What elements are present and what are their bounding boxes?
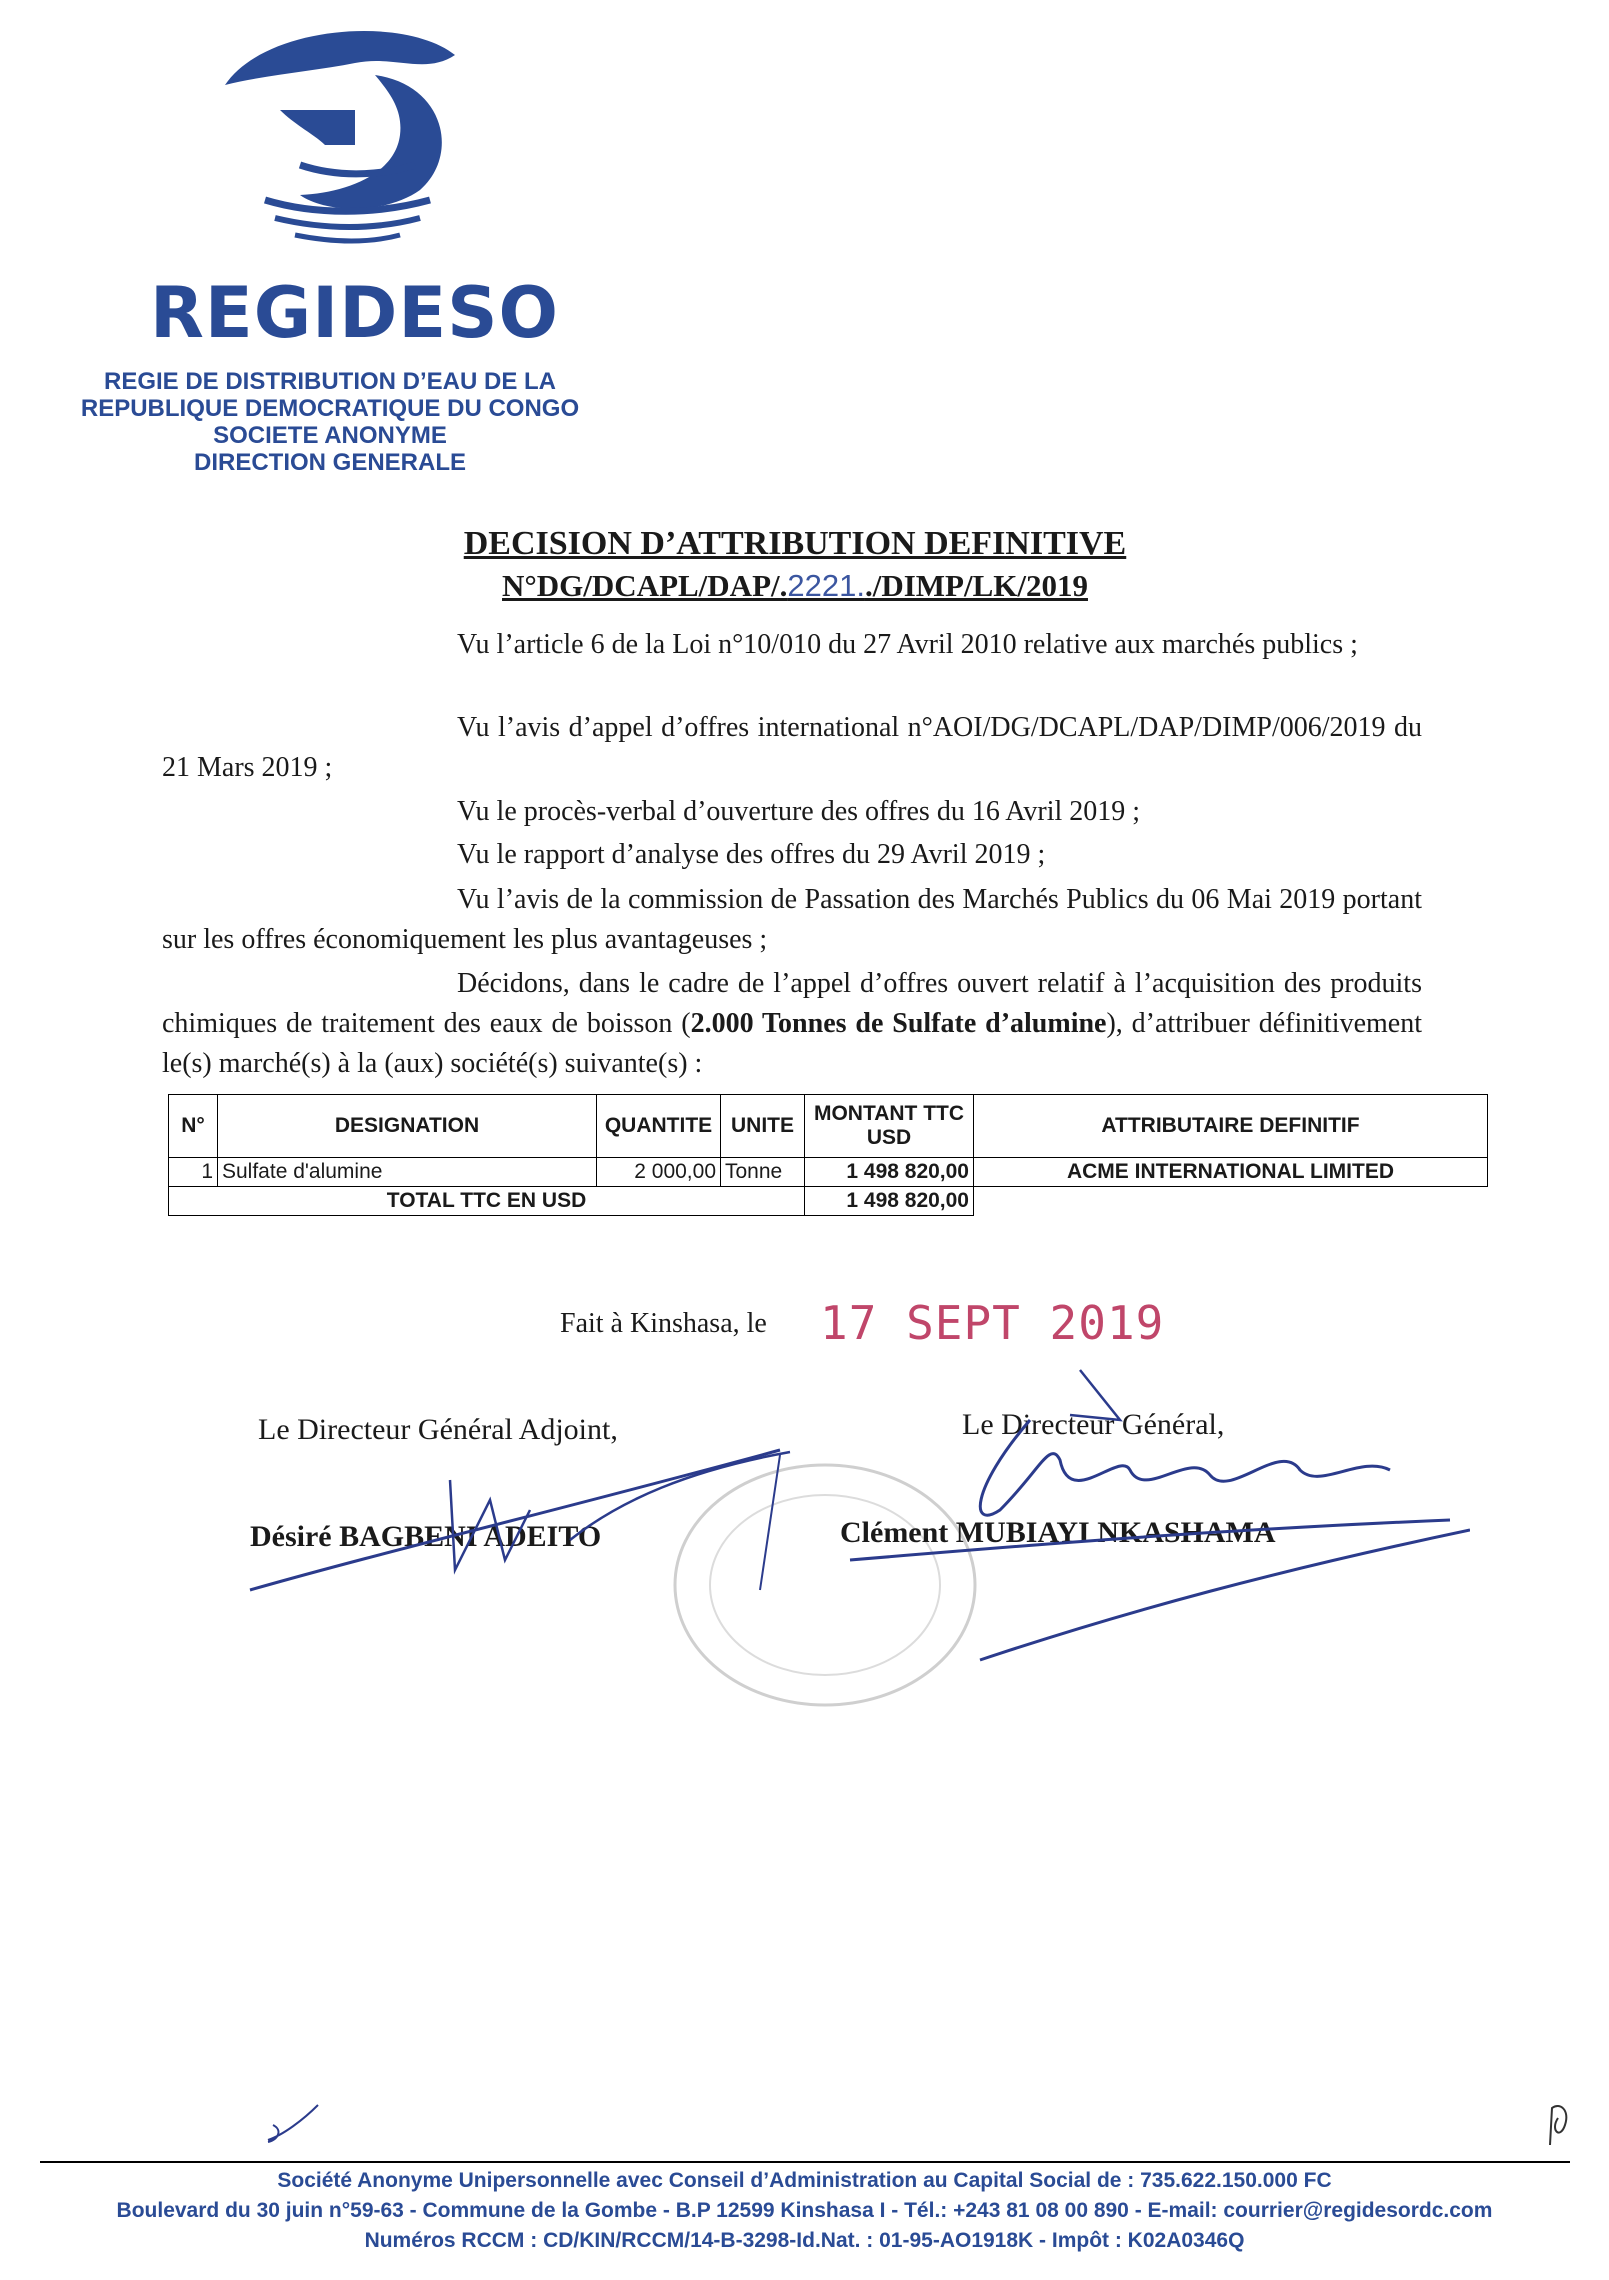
header-attributaire: ATTRIBUTAIRE DEFINITIF [974,1095,1488,1158]
decision-text-start: Décidons, dans le cadre de l’appel d’offres ouvert relatif à l’acquisition des produits chimiques de traitement des eaux de boisson ( [162,968,1422,1039]
cell-montant: 1 498 820,00 [805,1158,974,1187]
paragraph-decision [162,964,1422,1084]
deputy-signature-icon [240,1440,800,1610]
total-label: TOTAL TTC EN USD [169,1187,805,1216]
dg-title: Le Directeur Général, [962,1408,1225,1441]
brand-name: REGIDESO [150,272,560,354]
org-line: REPUBLIQUE DEMOCRATIQUE DU CONGO [80,395,580,422]
cell-designation: Sulfate d'alumine [218,1158,597,1187]
org-line: DIRECTION GENERALE [193,449,466,476]
footer-divider [40,2161,1570,2163]
total-empty-cell [974,1187,1488,1216]
decision-reference [300,568,1290,604]
dg-signature-icon [830,1360,1470,1690]
header-quantite: QUANTITE [597,1095,721,1158]
footer-line: Numéros RCCM : CD/KIN/RCCM/14-B-3298-Id.Nat. : 01-95-AO1918K - Impôt : K02A0346Q [364,2229,1245,2252]
header-designation: DESIGNATION [218,1095,597,1158]
decision-text-end: ), d’attribuer définitivement le(s) marché(s) à la (aux) société(s) suivante(s) : [162,1008,1422,1079]
paragraph-rapport: Vu le rapport d’analyse des offres du 29 Avril 2019 ; [457,839,1046,870]
reference-suffix: ./DIMP/LK/2019 [864,568,1088,603]
footer-line: Boulevard du 30 juin n°59-63 - Commune de la Gombe - B.P 12599 Kinshasa I - Tél.: +243 81 08 00 890 - E-mail: courrier@regidesordc.com [116,2199,1493,2222]
header-montant: MONTANT TTC USD [805,1095,974,1158]
attribution-table [168,1094,1488,1216]
initials-mark-icon [1540,2100,1580,2150]
footer-line: Société Anonyme Unipersonnelle avec Conseil d’Administration au Capital Social de : 735.622.150.000 FC [277,2169,1332,2192]
place-date-label: Fait à Kinshasa, le [560,1308,767,1339]
paragraph-avis-appel: Vu l’avis d’appel d’offres international n°AOI/DG/DCAPL/DAP/DIMP/006/2019 du 21 Mars 2019 ; [162,712,1422,783]
reference-number: 2221. [787,568,865,603]
regideso-logo-icon [205,15,460,245]
header-no: N° [169,1095,218,1158]
paragraph-commission: Vu l’avis de la commission de Passation des Marchés Publics du 06 Mai 2019 portant sur les offres économiquement les plus avantageuses ; [162,884,1422,955]
dg-name: Clément MUBIAYI NKASHAMA [840,1516,1276,1549]
org-line: SOCIETE ANONYME [213,422,447,449]
decision-text-bold: 2.000 Tonnes de Sulfate d’alumine [690,1008,1107,1039]
deputy-title: Le Directeur Général Adjoint, [258,1413,618,1446]
table-total-row [169,1187,1488,1216]
deputy-name: Désiré BAGBENI ADEITO [250,1520,602,1553]
cell-unite: Tonne [721,1158,805,1187]
date-stamp: 17 SEPT 2019 [820,1296,1165,1350]
document-title: DECISION D’ATTRIBUTION DEFINITIVE [463,525,1127,562]
org-line: REGIE DE DISTRIBUTION D’EAU DE LA [103,368,557,395]
total-value: 1 498 820,00 [805,1187,974,1216]
cell-attributaire: ACME INTERNATIONAL LIMITED [974,1158,1488,1187]
header-unite: UNITE [721,1095,805,1158]
cell-quantite: 2 000,00 [597,1158,721,1187]
initials-mark-icon [258,2100,328,2150]
paragraph-loi: Vu l’article 6 de la Loi n°10/010 du 27 Avril 2010 relative aux marchés publics ; [457,629,1358,660]
table-row [169,1158,1488,1187]
reference-prefix: N°DG/DCAPL/DAP/. [502,568,788,603]
cell-no: 1 [169,1158,218,1187]
paragraph-pv-ouverture: Vu le procès-verbal d’ouverture des offres du 16 Avril 2019 ; [457,796,1141,827]
